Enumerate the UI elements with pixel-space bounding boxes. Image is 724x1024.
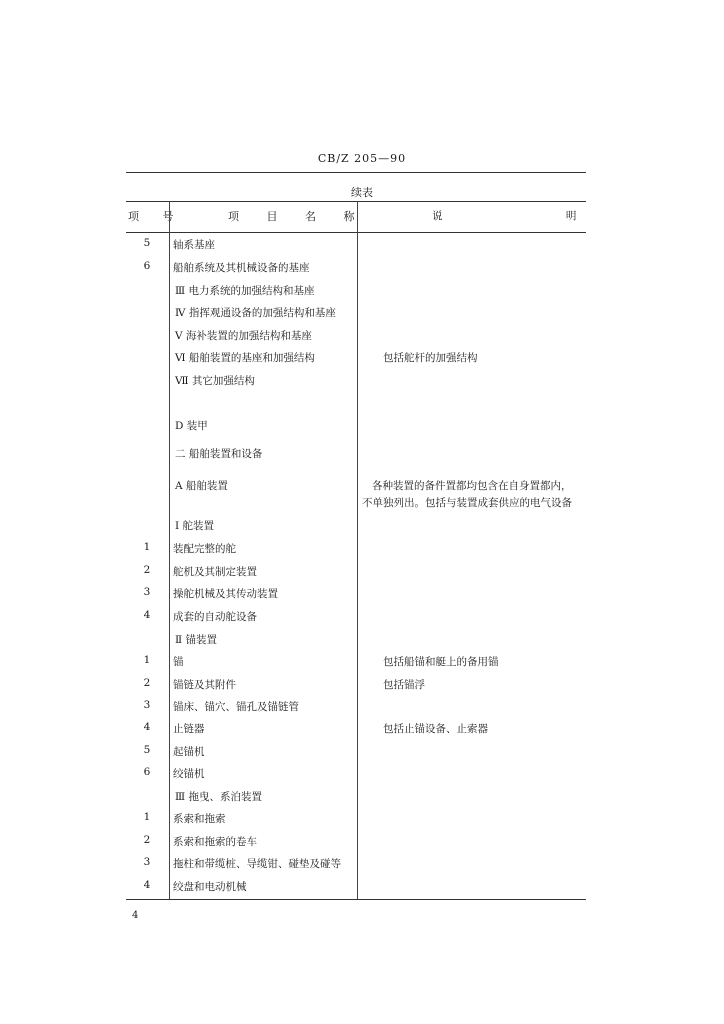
row-no: 4 <box>143 721 151 733</box>
note-text: 包括锚浮 <box>383 679 425 691</box>
row-no: 2 <box>143 677 151 689</box>
table-row <box>126 518 586 534</box>
table-row <box>126 856 586 872</box>
top-rule <box>126 172 586 173</box>
table-row <box>126 699 586 715</box>
row-name: 成套的自动舵设备 <box>173 611 257 623</box>
row-name: 锚链及其附件 <box>173 679 236 691</box>
row-name: 装配完整的舵 <box>173 543 236 555</box>
row-no: 1 <box>143 811 151 823</box>
header-item-no: 项 号 <box>128 210 184 223</box>
row-no: 2 <box>143 564 151 576</box>
row-name: Ⅲ 电力系统的加强结构和基座 <box>175 285 315 297</box>
row-name: 船舶系统及其机械设备的基座 <box>173 262 310 274</box>
row-name: 起锚机 <box>173 746 205 758</box>
table-row <box>126 721 586 737</box>
note-text: 包括舵杆的加强结构 <box>383 352 478 364</box>
table-row <box>126 744 586 760</box>
row-no: 6 <box>143 260 151 272</box>
row-name: 止链器 <box>173 723 205 735</box>
row-name: 操舵机械及其传动装置 <box>173 588 278 600</box>
table-row <box>126 418 586 434</box>
table-row <box>126 541 586 557</box>
table-row <box>126 879 586 895</box>
table-row <box>126 834 586 850</box>
document-code: CB/Z 205—90 <box>317 152 407 165</box>
header-item-name: 项 目 名 称 <box>228 210 367 223</box>
row-name: A 船舶装置 <box>175 480 228 492</box>
table-row <box>126 260 586 276</box>
row-no: 3 <box>143 586 151 598</box>
note-text: 包括止锚设备、止索器 <box>383 723 488 735</box>
row-name: Ⅵ 船舶装置的基座和加强结构 <box>175 352 315 364</box>
page-number: 4 <box>132 910 139 921</box>
note-text: 各种装置的备件置都均包含在自身置都内， <box>372 480 572 492</box>
row-no: 4 <box>143 609 151 621</box>
continued-label: 续表 <box>351 186 373 199</box>
table-row <box>126 586 586 602</box>
row-no: 2 <box>143 834 151 846</box>
note-text: 不单独列出。包括与装置成套供应的电气设备 <box>362 497 572 509</box>
table-row <box>126 609 586 625</box>
row-no: 3 <box>143 699 151 711</box>
table-row <box>126 811 586 827</box>
row-name: Ⅴ 海补装置的加强结构和基座 <box>175 330 312 342</box>
row-name: Ⅰ 舵装置 <box>175 520 214 532</box>
row-name: 锚床、锚穴、锚孔及锚链管 <box>173 701 299 713</box>
table-row <box>126 305 586 321</box>
row-no: 1 <box>143 654 151 666</box>
note-text: 包括船锚和艇上的备用锚 <box>383 656 499 668</box>
row-no: 1 <box>143 541 151 553</box>
row-name: Ⅱ 锚装置 <box>175 634 217 646</box>
header-note: 说 明 <box>432 210 637 222</box>
header-bottom-rule <box>126 232 586 233</box>
table-row <box>126 789 586 805</box>
row-name: 系索和拖索 <box>173 813 226 825</box>
table-row <box>126 654 586 670</box>
row-name: 绞盘和电动机械 <box>173 881 247 893</box>
row-name: 系索和拖索的卷车 <box>173 836 257 848</box>
table-row <box>126 632 586 648</box>
bottom-rule <box>126 899 586 900</box>
row-no: 4 <box>143 879 151 891</box>
header-top-rule <box>126 201 586 202</box>
table-row <box>126 446 586 462</box>
row-name: 拖柱和带缆桩、导缆钳、碰垫及碰等 <box>173 858 341 870</box>
table-row <box>126 328 586 344</box>
row-name: 二 船舶装置和设备 <box>175 448 263 460</box>
row-name: 绞锚机 <box>173 768 205 780</box>
table-row <box>126 766 586 782</box>
row-no: 6 <box>143 766 151 778</box>
table-row <box>126 283 586 299</box>
table-row <box>126 373 586 389</box>
row-no: 5 <box>143 237 151 249</box>
row-name: 轴系基座 <box>173 239 215 251</box>
row-name: Ⅲ 拖曳、系泊装置 <box>175 791 262 803</box>
table-row <box>126 237 586 253</box>
row-name: Ⅳ 指挥观通设备的加强结构和基座 <box>175 307 336 319</box>
row-name: D 装甲 <box>175 420 208 432</box>
row-name: 锚 <box>173 656 184 668</box>
row-name: Ⅶ 其它加强结构 <box>175 375 255 387</box>
table-row <box>126 564 586 580</box>
row-name: 舵机及其制定装置 <box>173 566 257 578</box>
row-no: 3 <box>143 856 151 868</box>
row-no: 5 <box>143 744 151 756</box>
table-row <box>126 350 586 366</box>
table-row <box>126 677 586 693</box>
